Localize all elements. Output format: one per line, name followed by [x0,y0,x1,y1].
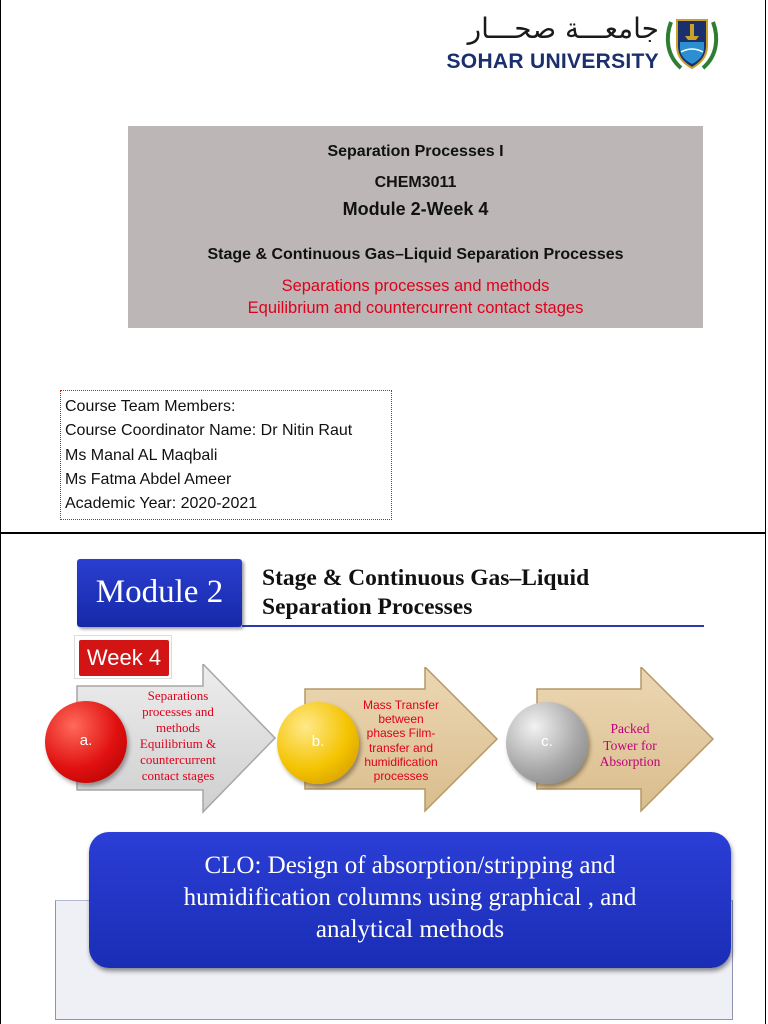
step-text-line: Equilibrium & [139,736,217,751]
module-week-heading: Module 2-Week 4 [342,199,489,219]
clo-box [89,832,731,968]
slide-title-line: Stage & Continuous Gas–Liquid [262,565,590,591]
subtopic-line: Equilibrium and countercurrent contact stages [247,299,584,317]
course-team-box [60,390,392,520]
university-crest-icon [663,12,721,74]
week-badge-label: Week 4 [79,640,169,676]
title-underline [242,625,704,627]
course-title-box [128,126,703,328]
clo-text-line: humidification columns using graphical , and [183,884,637,911]
step-text-line: humidification [364,754,438,769]
step-marker-label: c. [541,733,553,750]
module-badge-label: Module 2 [95,574,224,610]
slide-title [262,564,589,622]
clo-text [119,850,701,946]
step-c-text [585,721,675,771]
step-text-line: Mass Transfer [362,698,440,712]
sohar-university-logo [427,12,727,74]
team-line: Course Coordinator Name: Dr Nitin Raut [65,422,353,440]
step-text-line: countercurrent [140,752,216,767]
course-name: Separation Processes I [327,143,504,160]
step-text-line: Packed [610,721,650,736]
logo-english-text: SOHAR UNIVERSITY [446,50,659,73]
team-line: Ms Fatma Abdel Ameer [65,470,232,488]
module-overview-slide [0,533,766,1024]
step-text-line: processes [373,769,429,784]
step-text-line: contact stages [141,768,215,783]
step-text-line: between [378,712,424,727]
subtopic-line: Separations processes and methods [281,277,550,295]
step-marker-a [45,701,127,783]
step-text-line: methods [155,720,201,735]
step-b-text [351,698,451,783]
step-text-line: processes and [142,704,214,719]
step-marker-c [506,702,588,784]
step-text-line: Tower for [603,737,657,753]
step-marker-label: b. [311,733,325,750]
team-line: Academic Year: 2020-2021 [65,495,258,513]
slide-title-line: Separation Processes [262,594,473,620]
clo-text-line: CLO: Design of absorption/stripping and [204,852,616,879]
step-text-line: transfer and [368,740,434,755]
clo-text-line: analytical methods [315,916,505,943]
step-text-line: Separations [147,688,209,703]
team-line: Ms Manal AL Maqbali [65,446,218,464]
logo-arabic-text: جامعـــة صحـــار [467,12,659,45]
step-marker-label: a. [79,732,93,749]
topic-heading: Stage & Continuous Gas–Liquid Separation Processes [207,246,624,263]
module-badge [77,559,242,627]
step-a-text [123,688,233,784]
step-text-line: phases Film- [366,726,436,741]
team-line: Course Team Members: [65,398,236,415]
step-marker-b [277,702,359,784]
course-code: CHEM3011 [374,174,457,191]
step-text-line: Absorption [599,754,661,769]
